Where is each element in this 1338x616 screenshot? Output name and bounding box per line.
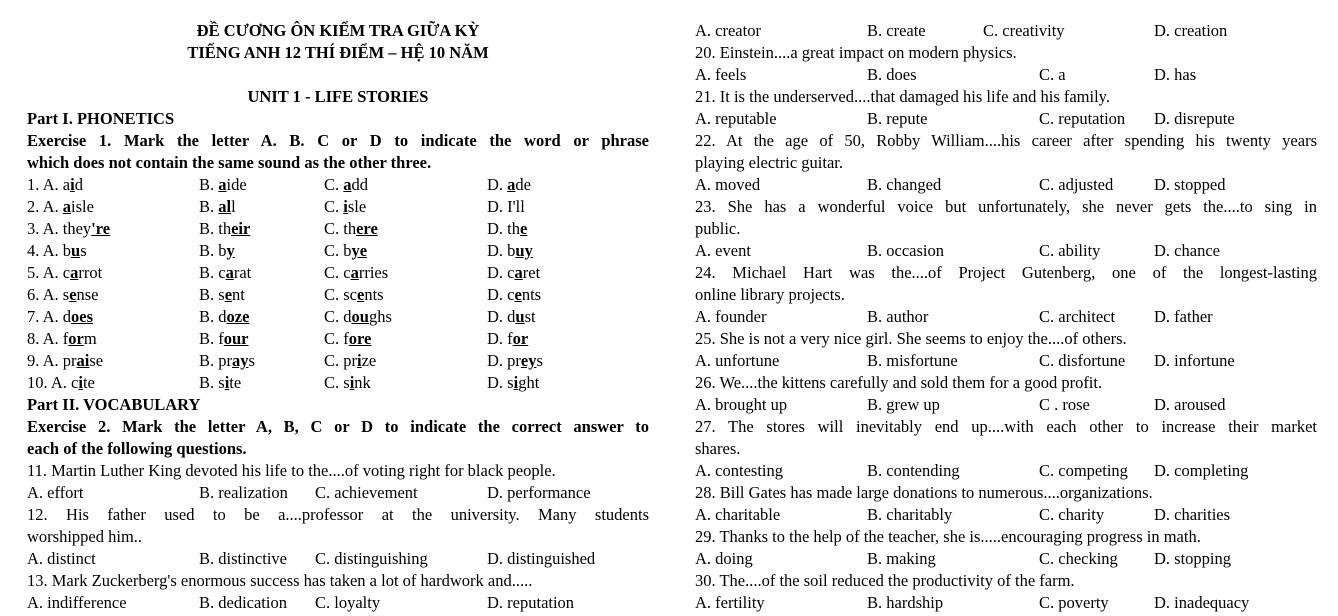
question-stem: 22. At the age of 50, Robby William....his career after spending his twenty years <box>695 131 1317 150</box>
option-text: C. pr <box>324 351 357 370</box>
answer-option <box>487 218 527 240</box>
answer-option: B. repute <box>867 109 928 128</box>
option-text: nse <box>76 285 99 304</box>
underlined-sound: a <box>343 175 352 194</box>
answer-option <box>27 328 97 350</box>
option-text: 10. A. c <box>27 373 79 392</box>
underlined-sound: oze <box>226 307 250 326</box>
option-text: 3. A. they <box>27 219 92 238</box>
underlined-sound: eir <box>231 219 251 238</box>
option-text: D. th <box>487 219 520 238</box>
underlined-sound: a <box>350 263 359 282</box>
option-text: s <box>80 241 87 260</box>
answer-option <box>27 284 99 306</box>
underlined-sound: i <box>78 373 83 392</box>
options-row <box>695 350 1317 372</box>
underlined-sound: e <box>357 285 365 304</box>
option-text: C. sc <box>324 285 357 304</box>
question-stem: public. <box>695 219 741 238</box>
answer-option: D. has <box>1154 65 1197 84</box>
answer-option: C. loyalty <box>315 593 381 612</box>
answer-option: A. distinct <box>27 549 96 568</box>
answer-option <box>324 306 392 328</box>
option-text: D. c <box>487 263 515 282</box>
option-text: m <box>83 329 97 348</box>
question-19-options <box>695 20 1317 42</box>
option-text: C. d <box>324 307 352 326</box>
answer-option <box>487 372 539 394</box>
answer-option: B. create <box>867 21 926 40</box>
answer-option <box>199 306 249 328</box>
left-column <box>27 20 649 614</box>
option-text: rries <box>358 263 389 282</box>
underlined-sound: e <box>69 285 77 304</box>
answer-option: C . rose <box>1039 395 1090 414</box>
option-text: nk <box>354 373 371 392</box>
underlined-sound: a <box>70 263 79 282</box>
option-text: isle <box>71 197 94 216</box>
option-text: 6. A. s <box>27 285 70 304</box>
answer-option: D. completing <box>1154 461 1249 480</box>
underlined-sound: e <box>514 285 522 304</box>
answer-option: C. reputation <box>1039 109 1126 128</box>
option-text: D. b <box>487 241 516 260</box>
question-stem: worshipped him.. <box>27 527 143 546</box>
answer-option: D. aroused <box>1154 395 1226 414</box>
option-text: se <box>89 351 104 370</box>
underlined-sound: 're <box>91 219 111 238</box>
options-row <box>27 482 649 504</box>
answer-option <box>324 284 384 306</box>
underlined-sound: i <box>357 351 362 370</box>
answer-option <box>199 218 250 240</box>
question-stem: 11. Martin Luther King devoted his life to the....of voting right for black people. <box>27 461 556 480</box>
answer-option: C. competing <box>1039 461 1128 480</box>
option-text: D. f <box>487 329 513 348</box>
options-row <box>695 240 1317 262</box>
underlined-sound: ore <box>348 329 372 348</box>
answer-option: D. disrepute <box>1154 109 1235 128</box>
option-text: B. th <box>199 219 232 238</box>
underlined-sound: a <box>218 175 227 194</box>
answer-option: A. indifference <box>27 593 127 612</box>
phonetics-question-row <box>27 328 649 350</box>
answer-option <box>324 218 378 240</box>
underlined-sound: ye <box>351 241 368 260</box>
answer-option: D. stopped <box>1154 175 1226 194</box>
option-text: ghs <box>368 307 392 326</box>
answer-option <box>487 240 533 262</box>
answer-option: C. charity <box>1039 505 1105 524</box>
option-text: ret <box>522 263 541 282</box>
underlined-sound: y <box>226 241 235 260</box>
underlined-sound: al <box>218 197 232 216</box>
option-text: C. th <box>324 219 357 238</box>
question-stem: shares. <box>695 439 741 458</box>
question-stem: 26. We....the kittens carefully and sold them for a good profit. <box>695 373 1103 392</box>
underlined-sound: or <box>512 329 529 348</box>
phonetics-question-row <box>27 284 649 306</box>
answer-option: D. performance <box>487 483 591 502</box>
options-row <box>695 394 1317 416</box>
option-text: D. d <box>487 307 516 326</box>
question-stem: 23. She has a wonderful voice but unfortunately, she never gets the....to sing in <box>695 197 1317 216</box>
answer-option <box>324 196 366 218</box>
option-text: C. <box>324 175 344 194</box>
answer-option <box>487 328 528 350</box>
answer-option: D. inadequacy <box>1154 593 1250 612</box>
exercise2-instruction-line2: each of the following questions. <box>27 439 247 458</box>
underlined-sound: ere <box>356 219 378 238</box>
answer-option <box>487 196 525 218</box>
underlined-sound: i <box>513 373 519 392</box>
option-text: B. s <box>199 373 225 392</box>
answer-option <box>487 284 541 306</box>
option-text: de <box>515 175 531 194</box>
answer-option: A. founder <box>695 307 767 326</box>
option-text: D. s <box>487 373 514 392</box>
option-text: 8. A. f <box>27 329 69 348</box>
option-text: dd <box>351 175 369 194</box>
answer-option: A. doing <box>695 549 753 568</box>
answer-option <box>324 328 371 350</box>
answer-option: D. creation <box>1154 21 1228 40</box>
options-row <box>695 64 1317 86</box>
underlined-sound: i <box>349 373 355 392</box>
answer-option: C. adjusted <box>1039 175 1114 194</box>
answer-option: C. distinguishing <box>315 549 428 568</box>
underlined-sound: our <box>223 329 249 348</box>
options-row <box>695 174 1317 196</box>
underlined-sound: e <box>224 285 233 304</box>
question-stem: 21. It is the underserved....that damaged his life and his family. <box>695 87 1110 106</box>
option-text: 7. A. d <box>27 307 72 326</box>
answer-option: A. contesting <box>695 461 783 480</box>
answer-option: A. fertility <box>695 593 765 612</box>
answer-option <box>199 372 241 394</box>
answer-option <box>199 328 249 350</box>
option-text: B. <box>199 197 219 216</box>
vocab-questions-left <box>27 460 649 614</box>
question-stem: 12. His father used to be a....professor at the university. Many students <box>27 505 649 524</box>
option-text: nts <box>364 285 384 304</box>
answer-option <box>324 350 376 372</box>
answer-option: B. misfortune <box>867 351 958 370</box>
option-text: rat <box>233 263 252 282</box>
answer-option: B. distinctive <box>199 549 287 568</box>
answer-option: A. effort <box>27 483 84 502</box>
underlined-sound: i <box>343 197 348 216</box>
answer-option <box>199 350 255 372</box>
option-text: st <box>524 307 536 326</box>
underlined-sound: ai <box>76 351 90 370</box>
answer-option <box>199 262 251 284</box>
answer-option: A. feels <box>695 65 747 84</box>
option-text: C. <box>324 197 344 216</box>
unit-title: UNIT 1 - LIFE STORIES <box>247 87 429 106</box>
underlined-sound: e <box>520 219 528 238</box>
answer-option: D. charities <box>1154 505 1231 524</box>
answer-option <box>324 174 368 196</box>
answer-option: C. disfortune <box>1039 351 1126 370</box>
answer-option <box>324 372 371 394</box>
answer-option: C. achievement <box>315 483 418 502</box>
options-row <box>695 592 1317 614</box>
answer-option <box>487 350 543 372</box>
option-text: 9. A. pr <box>27 351 77 370</box>
answer-option <box>487 306 536 328</box>
option-text: sle <box>347 197 367 216</box>
part2-heading: Part II. VOCABULARY <box>27 395 201 414</box>
answer-option: B. contending <box>867 461 960 480</box>
underlined-sound: a <box>514 263 523 282</box>
answer-option: A. creator <box>695 21 761 40</box>
options-row <box>695 20 1317 42</box>
option-text: s <box>536 351 543 370</box>
answer-option: B. changed <box>867 175 942 194</box>
answer-option: D. father <box>1154 307 1213 326</box>
answer-option: B. making <box>867 549 936 568</box>
options-row <box>27 592 649 614</box>
option-text: te <box>229 373 242 392</box>
phonetics-question-row <box>27 174 649 196</box>
underlined-sound: u <box>515 307 525 326</box>
answer-option <box>199 284 245 306</box>
option-text: B. c <box>199 263 226 282</box>
question-stem: 13. Mark Zuckerberg's enormous success has taken a lot of hardwork and..... <box>27 571 533 590</box>
option-text: C. f <box>324 329 349 348</box>
question-stem: 25. She is not a very nice girl. She seems to enjoy the....of others. <box>695 329 1127 348</box>
vocab-questions-right <box>695 42 1317 614</box>
doc-subtitle: TIẾNG ANH 12 THÍ ĐIỂM – HỆ 10 NĂM <box>187 43 489 62</box>
underlined-sound: i <box>224 373 230 392</box>
doc-title: ĐỀ CƯƠNG ÔN KIỂM TRA GIỮA KỲ <box>196 21 480 40</box>
option-text: D. <box>487 175 508 194</box>
option-text: ze <box>361 351 377 370</box>
underlined-sound: a <box>507 175 516 194</box>
answer-option: A. event <box>695 241 751 260</box>
phonetics-questions <box>27 174 649 394</box>
option-text: 5. A. c <box>27 263 71 282</box>
answer-option <box>324 240 367 262</box>
option-text: C. b <box>324 241 352 260</box>
answer-option: D. reputation <box>487 593 575 612</box>
phonetics-question-row <box>27 306 649 328</box>
option-text: ide <box>226 175 247 194</box>
phonetics-question-row <box>27 262 649 284</box>
answer-option <box>199 196 236 218</box>
question-stem: 28. Bill Gates has made large donations to numerous....organizations. <box>695 483 1153 502</box>
answer-option: D. stopping <box>1154 549 1232 568</box>
underlined-sound: ou <box>351 307 369 326</box>
answer-option <box>27 350 103 372</box>
answer-option: D. infortune <box>1154 351 1235 370</box>
answer-option: B. author <box>867 307 929 326</box>
answer-option <box>199 240 235 262</box>
exercise1-instruction-line2: which does not contain the same sound as the other three. <box>27 153 432 172</box>
options-row <box>695 504 1317 526</box>
answer-option <box>27 196 94 218</box>
option-text: B. d <box>199 307 227 326</box>
option-text: d <box>74 175 83 194</box>
phonetics-question-row <box>27 218 649 240</box>
answer-option: B. charitably <box>867 505 953 524</box>
phonetics-question-row <box>27 372 649 394</box>
underlined-sound: ey <box>520 351 537 370</box>
option-text: D. c <box>487 285 515 304</box>
option-text: nt <box>232 285 245 304</box>
answer-option: A. reputable <box>695 109 777 128</box>
answer-option <box>27 218 110 240</box>
option-text: l <box>231 197 236 216</box>
options-row <box>695 108 1317 130</box>
answer-option <box>27 372 95 394</box>
answer-option <box>199 174 247 196</box>
option-text: B. pr <box>199 351 232 370</box>
question-stem: playing electric guitar. <box>695 153 843 172</box>
underlined-sound: or <box>68 329 84 348</box>
answer-option <box>487 262 540 284</box>
underlined-sound: ay <box>232 351 249 370</box>
option-text: ght <box>518 373 540 392</box>
answer-option: B. grew up <box>867 395 940 414</box>
answer-option: B. occasion <box>867 241 944 260</box>
underlined-sound: a <box>62 197 72 216</box>
option-text: C. s <box>324 373 350 392</box>
underlined-sound: u <box>71 241 81 260</box>
option-text: D. I'll <box>487 197 525 216</box>
phonetics-question-row <box>27 350 649 372</box>
question-stem: 27. The stores will inevitably end up....with each other to increase their market <box>695 417 1317 436</box>
right-column <box>695 20 1317 614</box>
option-text: 2. A. <box>27 197 63 216</box>
option-text: 4. A. b <box>27 241 72 260</box>
answer-option: C. a <box>1039 65 1066 84</box>
question-stem: 24. Michael Hart was the....of Project Gutenberg, one of the longest-lasting <box>695 263 1317 282</box>
answer-option: A. unfortune <box>695 351 780 370</box>
option-text: B. <box>199 175 219 194</box>
answer-option: C. architect <box>1039 307 1116 326</box>
answer-option: A. moved <box>695 175 761 194</box>
answer-option: C. checking <box>1039 549 1118 568</box>
answer-option: C. poverty <box>1039 593 1109 612</box>
answer-option <box>324 262 388 284</box>
phonetics-question-row <box>27 240 649 262</box>
answer-option: B. hardship <box>867 593 944 612</box>
underlined-sound: a <box>225 263 234 282</box>
question-stem: 20. Einstein....a great impact on modern physics. <box>695 43 1017 62</box>
option-text: rrot <box>78 263 103 282</box>
options-row <box>695 460 1317 482</box>
exercise2-instruction-line1: Exercise 2. Mark the letter A, B, C or D to indicate the correct answer to <box>27 417 649 436</box>
option-text: nts <box>521 285 542 304</box>
answer-option <box>27 306 93 328</box>
answer-option <box>27 240 87 262</box>
underlined-sound: oes <box>71 307 94 326</box>
exercise1-instruction-line1: Exercise 1. Mark the letter A. B. C or D to indicate the word or phrase <box>27 131 649 150</box>
answer-option <box>487 174 531 196</box>
answer-option: D. chance <box>1154 241 1220 260</box>
answer-option: C. ability <box>1039 241 1101 260</box>
answer-option <box>27 262 102 284</box>
options-row <box>27 548 649 570</box>
option-text: 1. A. a <box>27 175 71 194</box>
answer-option <box>27 174 83 196</box>
underlined-sound: i <box>70 175 75 194</box>
question-stem: online library projects. <box>695 285 845 304</box>
option-text: s <box>248 351 255 370</box>
answer-option: D. distinguished <box>487 549 596 568</box>
option-text: B. b <box>199 241 227 260</box>
option-text: te <box>82 373 95 392</box>
question-stem: 30. The....of the soil reduced the productivity of the farm. <box>695 571 1075 590</box>
answer-option: C. creativity <box>983 21 1065 40</box>
answer-option: A. brought up <box>695 395 788 414</box>
answer-option: B. dedication <box>199 593 287 612</box>
option-text: C. c <box>324 263 351 282</box>
answer-option: B. does <box>867 65 917 84</box>
options-row <box>695 306 1317 328</box>
option-text: B. f <box>199 329 224 348</box>
answer-option: A. charitable <box>695 505 781 524</box>
option-text: D. pr <box>487 351 521 370</box>
phonetics-question-row <box>27 196 649 218</box>
answer-option: B. realization <box>199 483 288 502</box>
options-row <box>695 548 1317 570</box>
option-text: B. s <box>199 285 225 304</box>
part1-heading: Part I. PHONETICS <box>27 109 175 128</box>
question-stem: 29. Thanks to the help of the teacher, she is.....encouraging progress in math. <box>695 527 1201 546</box>
underlined-sound: uy <box>515 241 533 260</box>
